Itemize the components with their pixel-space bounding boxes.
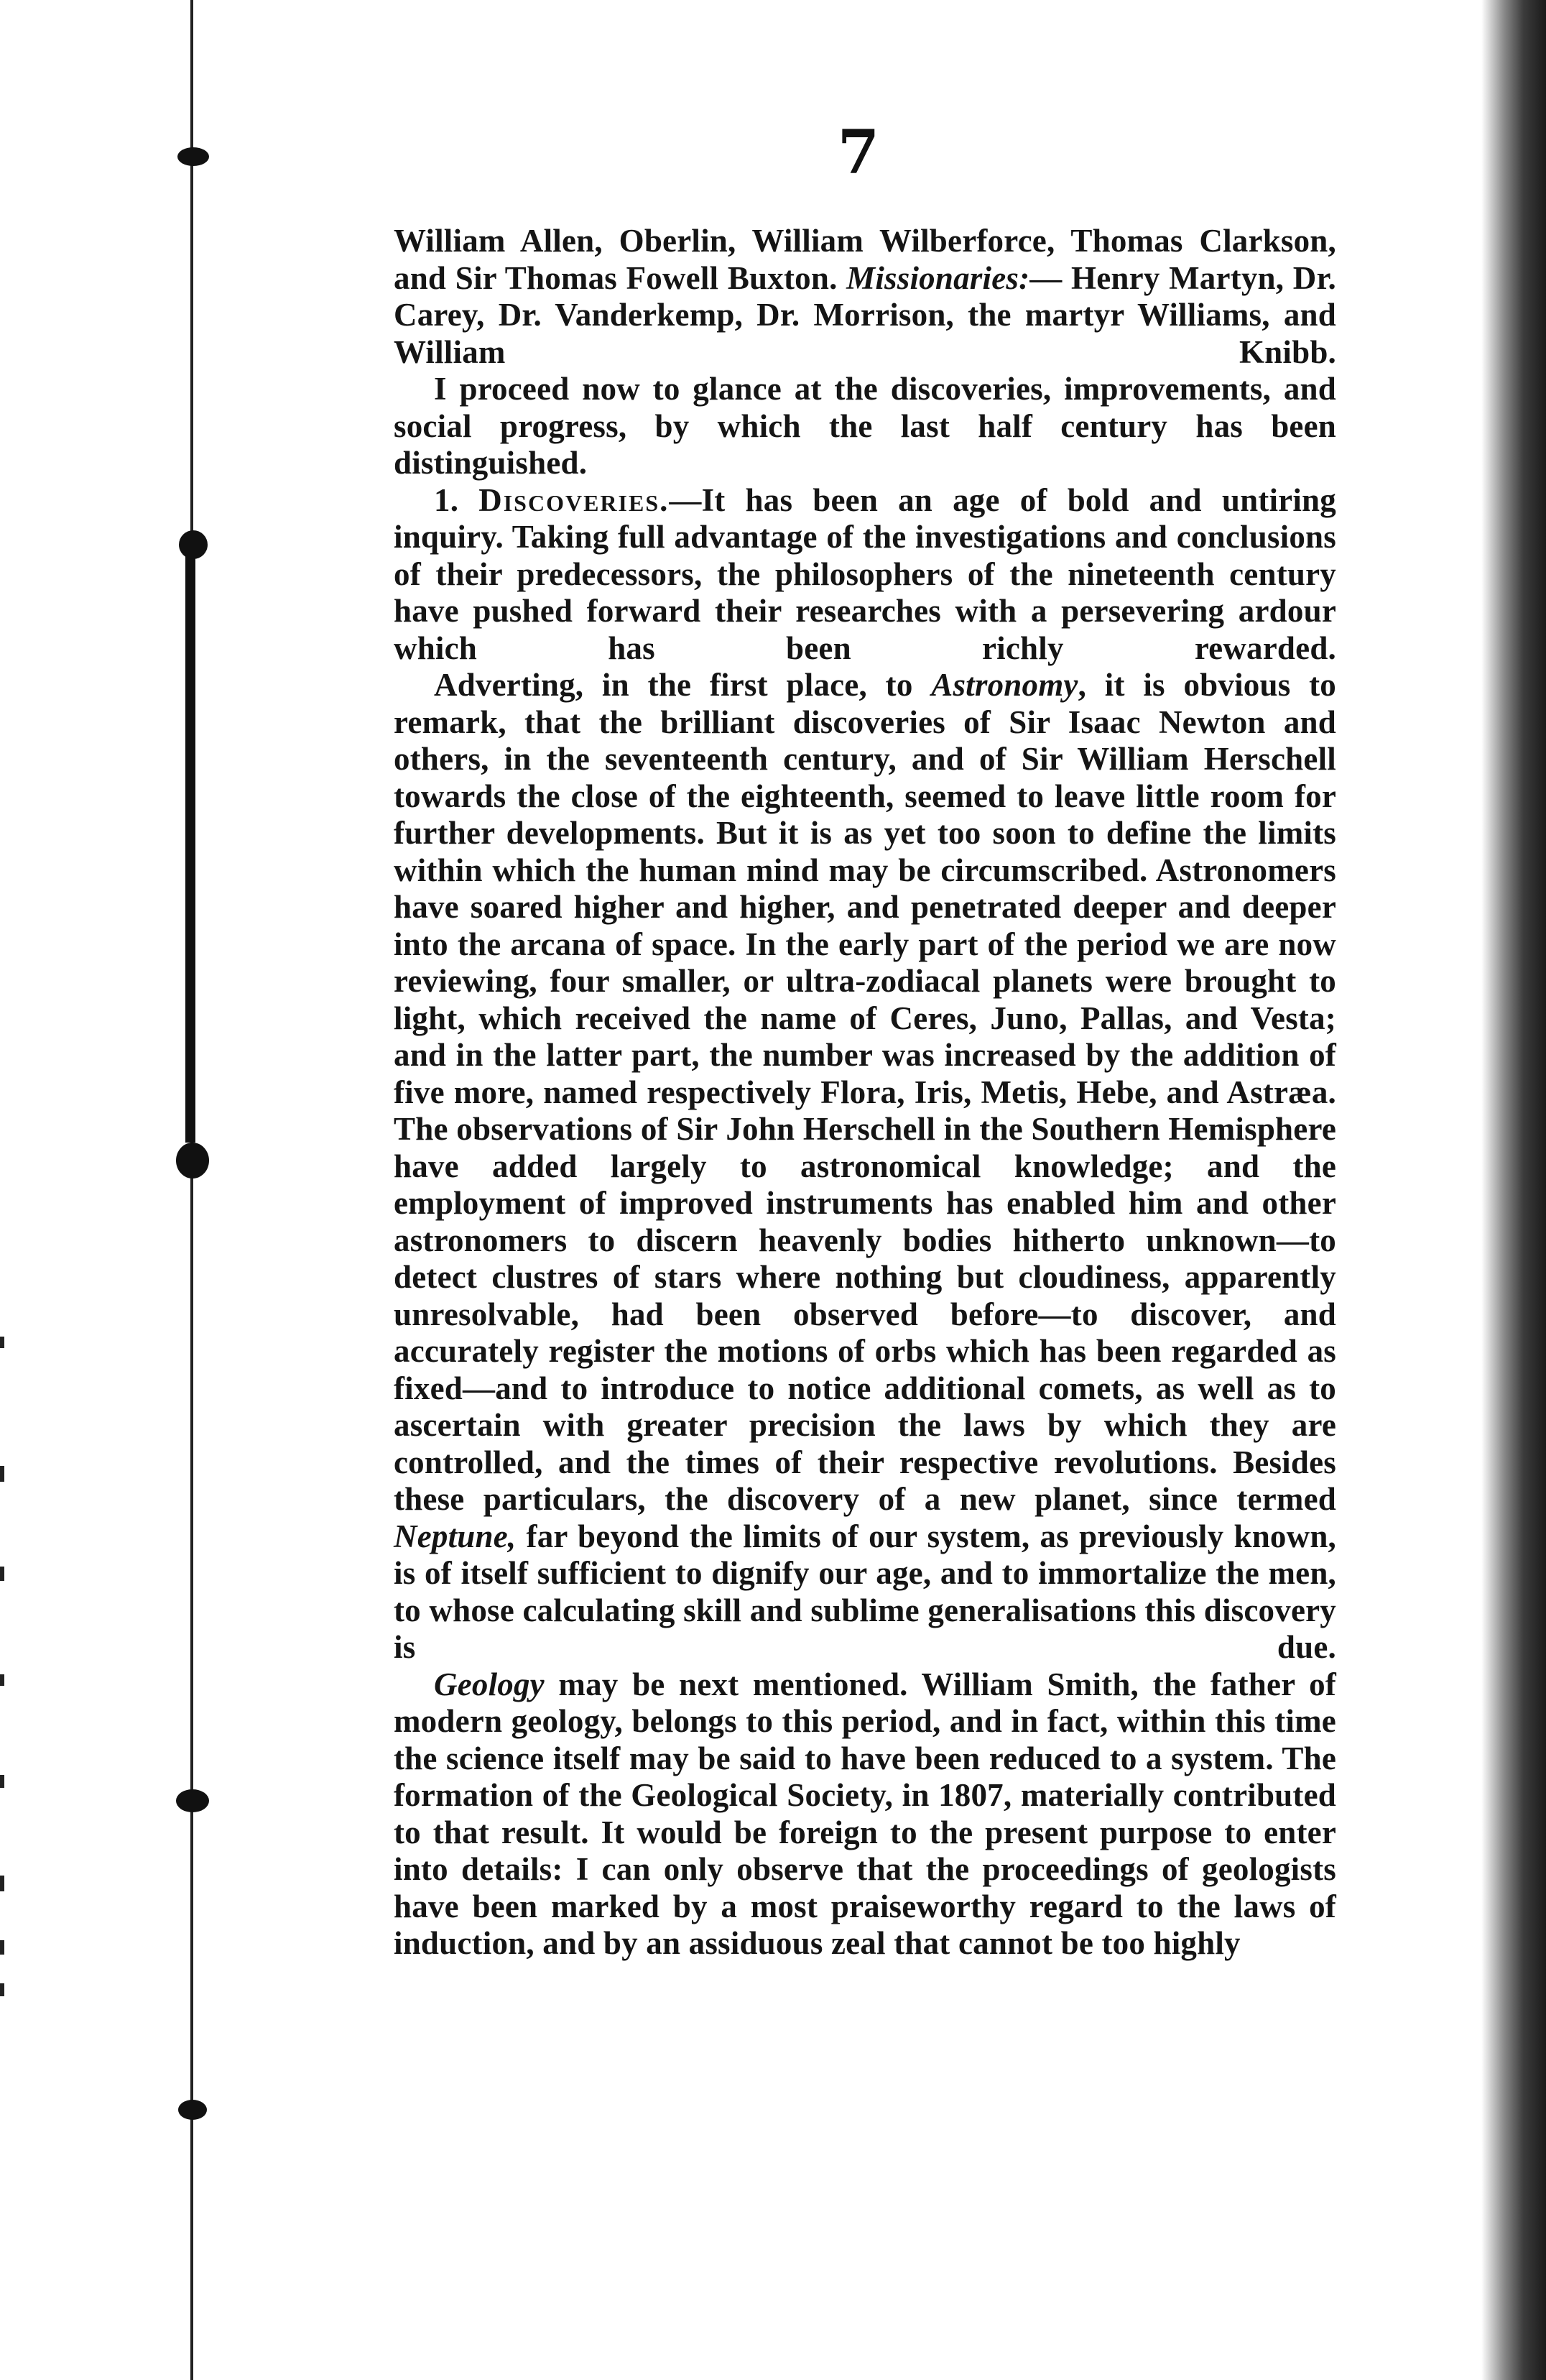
edge-mark bbox=[0, 1674, 4, 1686]
paragraph-5-geology: Geology may be next mentioned. William Smith, the father of modern geology, belongs to this period, and in fact, within this time the science itself may be said to have been reduced to a system. The formation of the Geological Society, in 1807, materially contributed to that result. It would be foreign to the present purpose to enter into details: I can only observe that the proceedings of geologists have been marked by a most praiseworthy regard to the laws of induction, and by an assiduous zeal that cannot be too highly bbox=[394, 1666, 1336, 1961]
gutter-line bbox=[190, 0, 193, 2380]
page-edge-shadow bbox=[1481, 0, 1546, 2380]
stitch-mark-2 bbox=[179, 530, 208, 559]
edge-mark bbox=[0, 1983, 4, 1996]
stitch-mark-3 bbox=[176, 1143, 209, 1179]
page-number: 7 bbox=[837, 116, 880, 188]
paragraph-3-discoveries: 1. Discoveries.—It has been an age of bold and untiring inquiry. Taking full advantage of the investigations and conclusions of their predecessors, the philosophers of the nineteenth century have pushed forward their researches with a persevering ardour which has been richly rewarded. bbox=[394, 481, 1336, 666]
binding-thread-1 bbox=[185, 546, 195, 1143]
edge-mark bbox=[0, 1567, 4, 1581]
edge-mark bbox=[0, 1775, 4, 1788]
stitch-mark-4 bbox=[176, 1789, 209, 1812]
stitch-mark-5 bbox=[178, 2100, 207, 2120]
body-text bbox=[394, 223, 1336, 1962]
paragraph-2: I proceed now to glance at the discoveries, improvements, and social progress, by which the last half century has been distinguished. bbox=[394, 371, 1336, 481]
edge-mark bbox=[0, 1337, 4, 1348]
paragraph-1: William Allen, Oberlin, William Wilberforce, Thomas Clarkson, and Sir Thomas Fowell Buxton. Missionaries:— Henry Martyn, Dr. Carey, Dr. Vanderkemp, Dr. Morrison, the martyr Williams, and William Knibb. bbox=[394, 223, 1336, 370]
edge-mark bbox=[0, 1876, 4, 1891]
stitch-mark-1 bbox=[177, 147, 209, 166]
edge-mark bbox=[0, 1940, 4, 1955]
edge-mark bbox=[0, 1466, 4, 1482]
paragraph-4-astronomy: Adverting, in the first place, to Astronomy, it is obvious to remark, that the brilliant discoveries of Sir Isaac Newton and others, in the seventeenth century, and of Sir William Herschell towards the close of the eighteenth, seemed to leave little room for further developments. But it is as yet too soon to define the limits within which the human mind may be circumscribed. Astronomers have soared higher and higher, and penetrated deeper and deeper into the arcana of space. In the early part of the period we are now reviewing, four smaller, or ultra-zodiacal planets were brought to light, which received the name of Ceres, Juno, Pallas, and Vesta; and in the latter part, the number was increased by the addition of five more, named respectively Flora, Iris, Metis, Hebe, and Astræa. The observations of Sir John Herschell in the Southern Hemisphere have added largely to astronomical knowledge; and the employment of improved instruments has enabled him and other astronomers to discern heavenly bodies hitherto unknown—to detect clustres of stars where nothing but cloudiness, apparently unresolvable, had been observed before—to discover, and accurately register the motions of orbs which has been regarded as fixed—and to introduce to notice additional comets, as well as to ascertain with greater precision the laws by which they are controlled, and the times of their respective revolutions. Besides these particulars, the discovery of a new planet, since termed Neptune, far beyond the limits of our system, as previously known, is of itself sufficient to dignify our age, and to immortalize the men, to whose calculating skill and sublime generalisations this discovery is due. bbox=[394, 667, 1336, 1665]
